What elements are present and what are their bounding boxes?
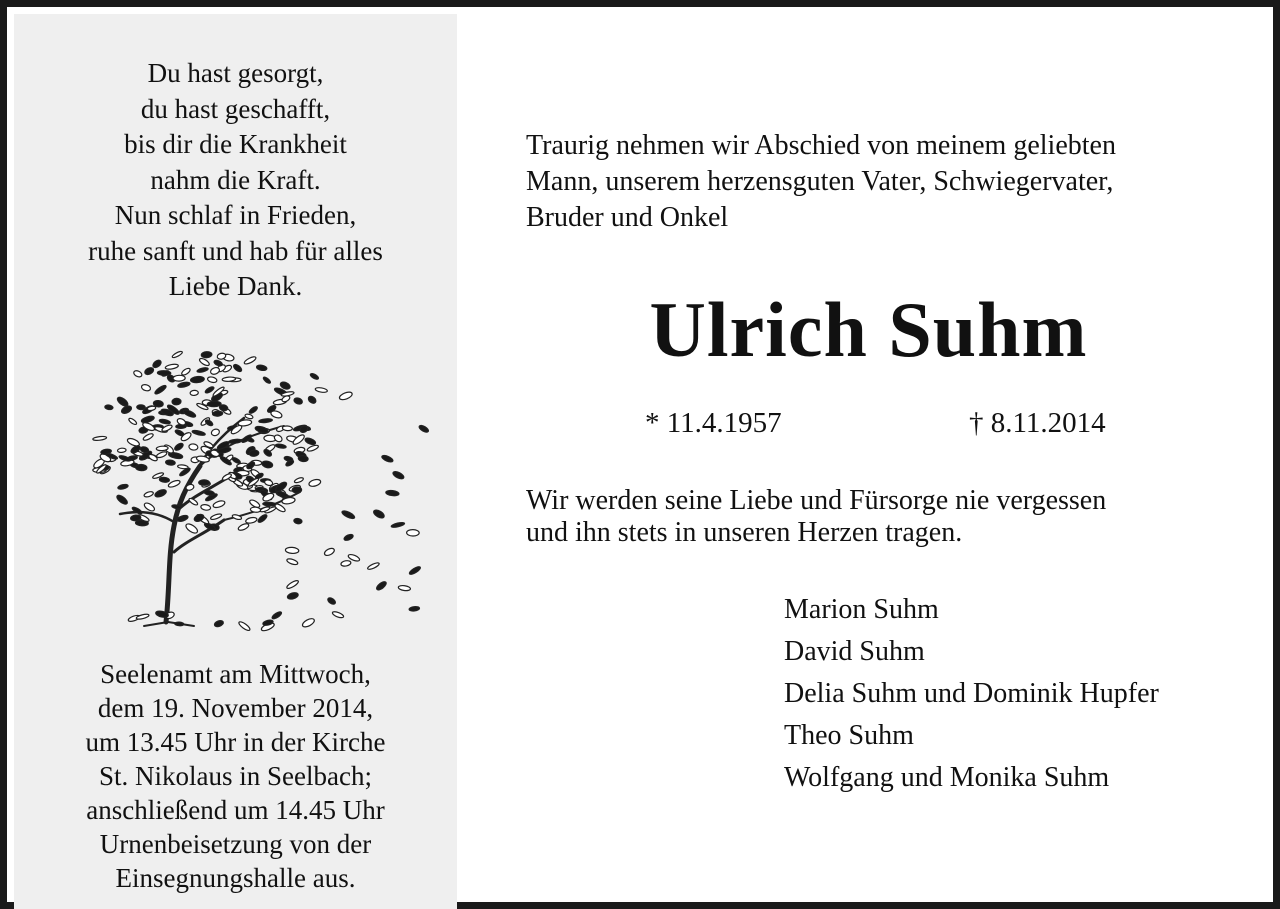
poem-line: nahm die Kraft.: [150, 164, 321, 195]
farewell-intro: [526, 128, 1116, 236]
memorial-text: [526, 485, 1106, 549]
service-line: Einsegnungshalle aus.: [115, 863, 356, 893]
service-line: St. Nikolaus in Seelbach;: [99, 761, 372, 791]
service-line: Seelenamt am Mittwoch,: [100, 659, 371, 689]
poem-line: Du hast gesorgt,: [147, 58, 324, 88]
mourner-name: Theo Suhm: [784, 720, 914, 751]
intro-line: Bruder und Onkel: [526, 202, 729, 233]
mourner-name: Marion Suhm: [784, 594, 939, 625]
left-column: [14, 14, 457, 909]
poem-line: Nun schlaf in Frieden,: [114, 200, 357, 230]
poem-line: du hast geschafft,: [140, 93, 331, 124]
memorial-line: und ihn stets in unseren Herzen tragen.: [526, 517, 963, 548]
poem: [14, 56, 457, 305]
service-line: anschließend um 14.45 Uhr: [86, 795, 385, 825]
intro-line: Mann, unserem herzensguten Vater, Schwiegervater,: [526, 166, 1114, 197]
birth-date: * 11.4.1957: [645, 407, 782, 439]
deceased-name: Ulrich Suhm: [649, 286, 1088, 373]
mourner-name: Wolfgang und Monika Suhm: [784, 762, 1110, 793]
memorial-line: Wir werden seine Liebe und Fürsorge nie vergessen: [526, 485, 1107, 516]
windblown-tree-icon: [74, 316, 434, 636]
poem-line: Liebe Dank.: [168, 271, 303, 301]
mourners-list: [784, 589, 1159, 799]
service-line: Urnenbeisetzung von der: [99, 829, 372, 859]
mourner-name: Delia Suhm und Dominik Hupfer: [784, 678, 1159, 709]
poem-line: ruhe sanft und hab für alles: [88, 235, 383, 266]
mourner-name: David Suhm: [784, 636, 925, 667]
tree-leaves: [92, 350, 429, 632]
death-date: † 8.11.2014: [969, 407, 1106, 439]
service-line: um 13.45 Uhr in der Kirche: [85, 727, 386, 757]
poem-line: bis dir die Krankheit: [124, 129, 347, 159]
intro-line: Traurig nehmen wir Abschied von meinem geliebten: [526, 130, 1116, 161]
service-line: dem 19. November 2014,: [97, 693, 374, 723]
service-announcement: [14, 657, 457, 895]
